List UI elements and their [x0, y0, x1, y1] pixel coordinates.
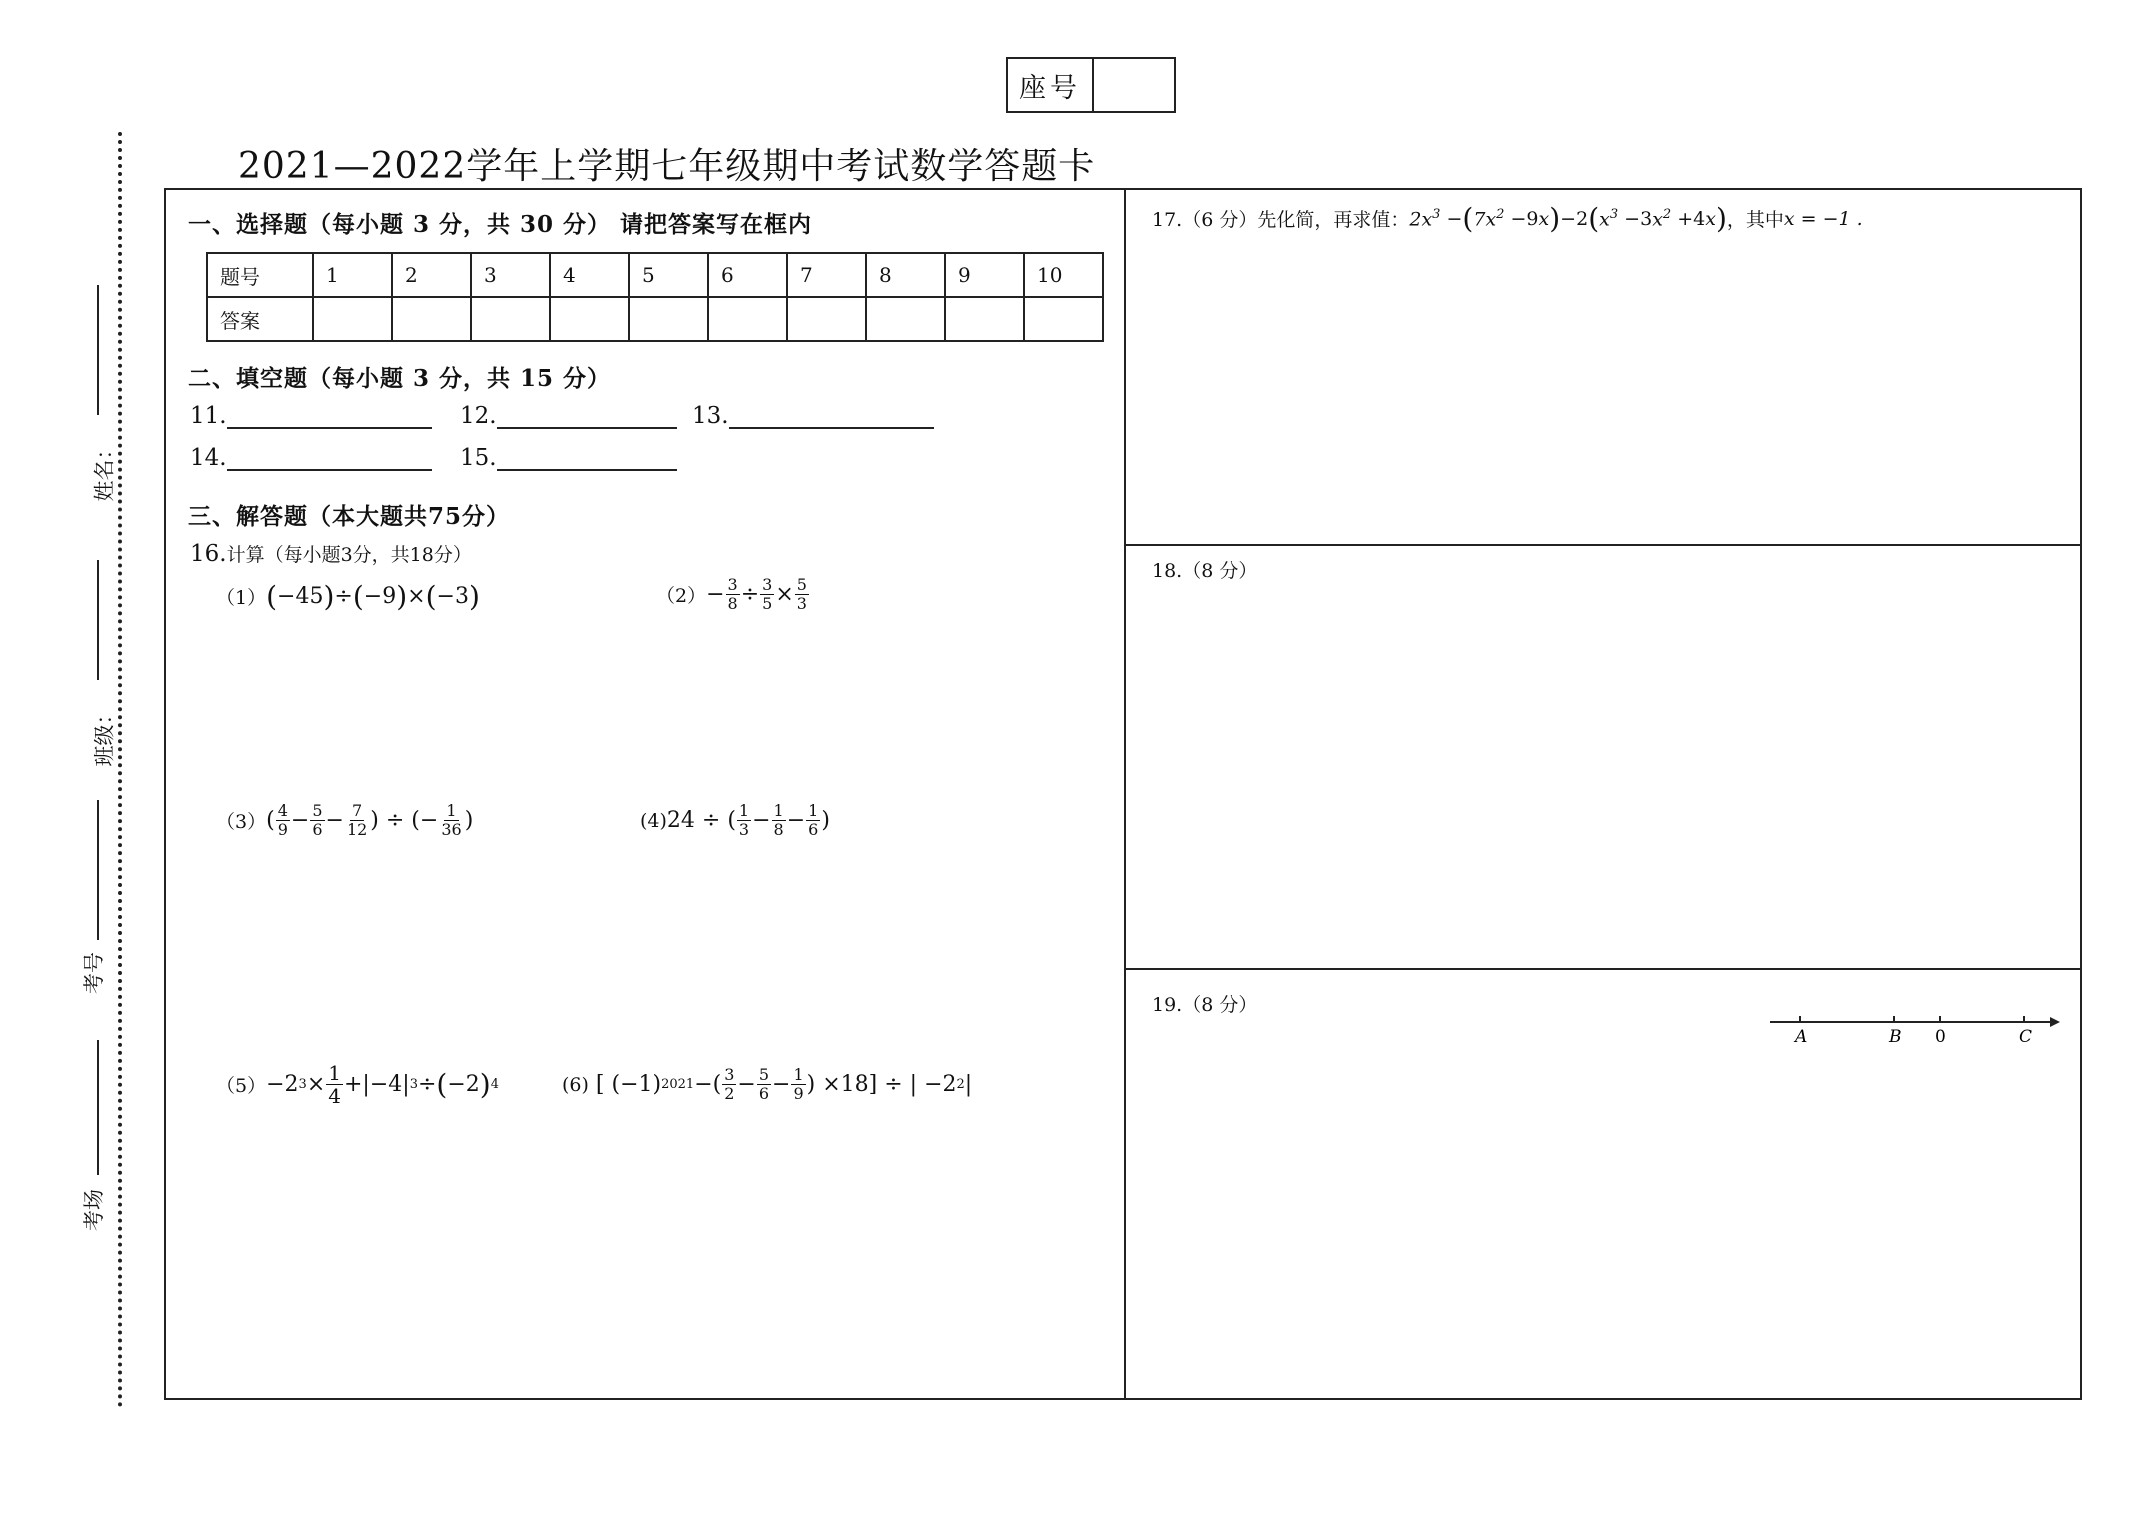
q16-text: 计算（每小题3分，共18分） — [226, 544, 472, 566]
section1-title: 一、选择题（每小题 3 分，共 30 分） 请把答案写在框内 — [188, 211, 813, 238]
table-row-question-numbers — [207, 253, 1103, 297]
section3-title: 三、解答题（本大题共75分） — [188, 503, 511, 530]
question-number-cell: 8 — [866, 253, 945, 297]
table-head-question: 题号 — [207, 253, 313, 297]
choice-answer-table — [206, 252, 1104, 342]
name-underline — [97, 285, 99, 415]
blank-number: 15. — [460, 445, 497, 471]
class-label: 班级： — [92, 703, 117, 767]
answer-cell[interactable] — [629, 297, 708, 341]
exam-room-label: 考场 — [82, 1189, 106, 1231]
side-field-exam-room[interactable] — [62, 1040, 122, 1240]
side-field-name[interactable] — [62, 285, 122, 535]
q16-part5: （5） −2 3 × $\frac{1}{4}$ +|−4| 3 ÷ ( −2 ) 4 — [216, 1061, 499, 1108]
side-field-exam-number[interactable] — [62, 800, 122, 1000]
q17-prompt: 17.（6 分）先化简，再求值： $2x^3$ − ( $7x^2$ −9 x ) −2 ( $x^3$ −3 $x^2$ +4 x ) ，其中 x = −1 . — [1152, 202, 1863, 235]
question-number-cell: 1 — [313, 253, 392, 297]
q16-part4: (4) 24 ÷ ( $\frac{1}{3}$ − $\frac{1}{8}$ − $\frac{1}{6}$ ) — [640, 801, 830, 839]
fill-blank-12[interactable] — [460, 403, 677, 429]
table-row-answers — [207, 297, 1103, 341]
question-number-cell: 9 — [945, 253, 1024, 297]
part-label: （2） — [656, 585, 707, 607]
point-label-c: C — [2019, 1027, 2033, 1047]
part-label: （5） — [216, 1075, 267, 1097]
part-label: （1） — [216, 587, 267, 609]
number-line-arrow — [2050, 1017, 2060, 1027]
exam-room-underline — [97, 1040, 99, 1175]
answer-cell[interactable] — [866, 297, 945, 341]
q16-part3: （3） ( $\frac{4}{9}$ − $\frac{5}{6}$ − $\frac{7}{12}$ ) ÷ (− $\frac{1}{36}$ ) — [216, 801, 474, 839]
answer-cell[interactable] — [787, 297, 866, 341]
q19-label: 19.（8 分） — [1152, 994, 1258, 1016]
question-number-cell: 4 — [550, 253, 629, 297]
fill-blank-15[interactable] — [460, 445, 677, 471]
page-title: 2021—2022学年上学期七年级期中考试数学答题卡 — [238, 146, 1096, 187]
class-underline — [97, 560, 99, 680]
part-label: (4) — [640, 809, 667, 832]
blank-number: 14. — [190, 445, 227, 471]
row-divider-17-18 — [1124, 544, 2082, 546]
q16-part6: (6) [ (−1) 2021 −( $\frac{3}{2}$ − $\frac{5}{6}$ − $\frac{1}{9}$ ) ×18] ÷ | −2 2 | — [562, 1065, 973, 1103]
answer-cell[interactable] — [313, 297, 392, 341]
question-number-cell: 7 — [787, 253, 866, 297]
q16-heading — [190, 540, 472, 567]
question-number-cell: 5 — [629, 253, 708, 297]
point-label-a: A — [1795, 1027, 1808, 1047]
question-number-cell: 3 — [471, 253, 550, 297]
question-number-cell: 6 — [708, 253, 787, 297]
blank-number: 12. — [460, 403, 497, 429]
q17-tail: ，其中 — [1726, 209, 1784, 231]
section2-title: 二、填空题（每小题 3 分，共 15 分） — [188, 365, 612, 392]
point-label-b: B — [1889, 1027, 1902, 1047]
q17-label: 17.（6 分）先化简，再求值： — [1152, 209, 1410, 231]
q18-label: 18.（8 分） — [1152, 560, 1258, 582]
column-divider — [1124, 188, 1126, 1400]
side-field-class[interactable] — [62, 560, 122, 767]
table-head-answer: 答案 — [207, 297, 313, 341]
exam-number-underline — [97, 800, 99, 940]
blank-number: 13. — [692, 403, 729, 429]
fill-blank-11[interactable] — [190, 403, 432, 429]
point-label-0: 0 — [1935, 1027, 1946, 1047]
number-line — [1770, 1010, 2060, 1050]
blank-number: 11. — [190, 403, 227, 429]
seat-number-box — [1006, 57, 1176, 113]
fill-blank-13[interactable] — [692, 403, 934, 429]
seat-number-label: 座号 — [1008, 59, 1094, 111]
seat-number-field[interactable] — [1094, 59, 1174, 111]
answer-cell[interactable] — [392, 297, 471, 341]
answer-cell[interactable] — [945, 297, 1024, 341]
answer-cell[interactable] — [708, 297, 787, 341]
part-label: (6) — [562, 1073, 589, 1096]
row-divider-18-19 — [1124, 968, 2082, 970]
fill-blank-14[interactable] — [190, 445, 432, 471]
answer-cell[interactable] — [471, 297, 550, 341]
answer-cell[interactable] — [1024, 297, 1103, 341]
answer-cell[interactable] — [550, 297, 629, 341]
q16-part2: （2） − $\frac{3}{8}$ ÷ $\frac{3}{5}$ × $\frac{5}{3}$ — [656, 575, 807, 613]
q17-condition: x = −1 . — [1783, 207, 1863, 230]
question-number-cell: 10 — [1024, 253, 1103, 297]
question-number-cell: 2 — [392, 253, 471, 297]
q16-part1: （1） ( −45 ) ÷ ( −9 ) × ( −3 ) — [216, 580, 480, 613]
name-label: 姓名： — [92, 438, 117, 502]
part-label: （3） — [216, 811, 267, 833]
exam-number-label: 考号 — [82, 952, 106, 994]
q16-number: 16. — [190, 541, 227, 567]
